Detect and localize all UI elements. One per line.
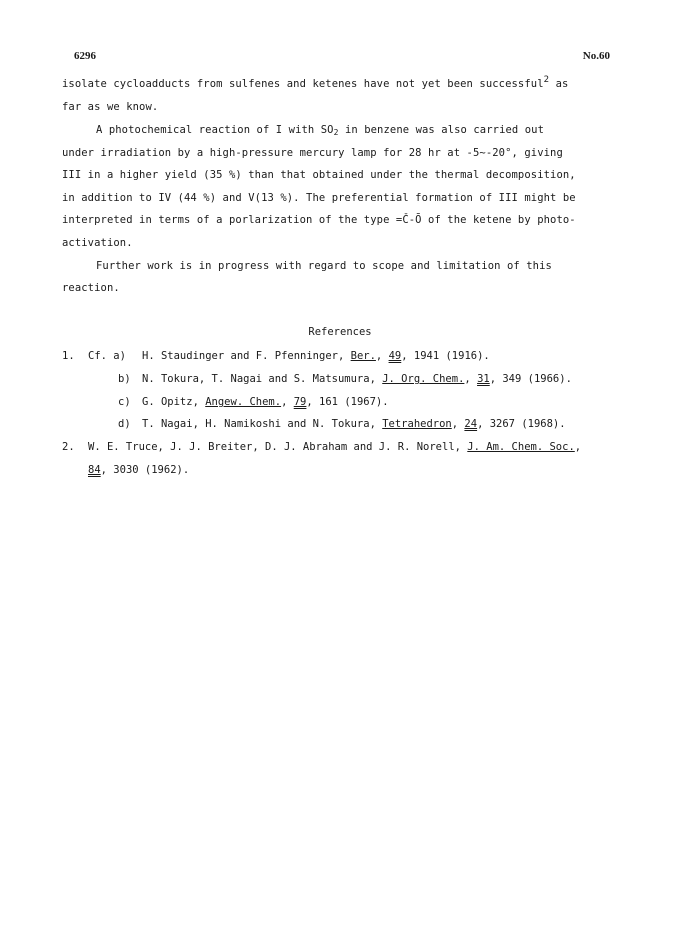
body-line-5: III in a higher yield (35 %) than that obtained under the thermal decomposition, <box>62 169 576 181</box>
ref-authors: T. Nagai, H. Namikoshi and N. Tokura, <box>142 418 383 430</box>
page-number: 6296 <box>74 50 96 62</box>
ref-volume: 49 <box>388 350 402 362</box>
reference-2 <box>88 441 581 453</box>
body-text: as <box>549 78 569 90</box>
reference-2-cont <box>88 464 189 476</box>
reference-1c <box>142 396 389 408</box>
reference-1d-label: d) <box>118 418 131 430</box>
ref-pages: , 3030 (1962). <box>100 464 190 476</box>
body-text: isolate cycloadducts from sulfenes and ketenes have not yet been successful <box>62 78 544 90</box>
ref-sep: , <box>281 396 294 408</box>
reference-1a-label: Cf. a) <box>88 350 126 362</box>
ref-volume: 84 <box>88 464 101 476</box>
body-line-3 <box>96 124 544 136</box>
body-text: in benzene was also carried out <box>338 124 545 136</box>
body-line-6: in addition to IV (44 %) and V(13 %). The preferential formation of III might be <box>62 192 576 204</box>
ref-volume: 24 <box>464 418 478 430</box>
body-line-4: under irradiation by a high-pressure mercury lamp for 28 hr at -5~-20°, giving <box>62 147 563 159</box>
ref-sep: , <box>574 441 582 453</box>
ref-sep: , <box>451 418 465 430</box>
ref-sep: , <box>464 373 478 385</box>
ref-authors: H. Staudinger and F. Pfenninger, <box>142 350 351 362</box>
ref-journal: J. Org. Chem. <box>382 373 465 385</box>
ref-sep: , <box>375 350 389 362</box>
body-line-1 <box>62 75 569 90</box>
reference-1b-label: b) <box>118 373 131 385</box>
body-line-7: interpreted in terms of a porlarization of the type =Č-Ō of the ketene by photo- <box>62 214 576 226</box>
reference-1-number: 1. <box>62 350 75 362</box>
body-line-10: reaction. <box>62 282 120 294</box>
ref-journal: Angew. Chem. <box>205 396 282 408</box>
body-line-2: far as we know. <box>62 101 159 113</box>
issue-number: No.60 <box>582 50 610 62</box>
subscript: 2 <box>333 128 339 137</box>
ref-authors: N. Tokura, T. Nagai and S. Matsumura, <box>142 373 383 385</box>
ref-volume: 31 <box>477 373 490 385</box>
references-heading: References <box>308 326 372 338</box>
ref-journal: Tetrahedron <box>382 418 452 430</box>
footnote-ref: 2 <box>543 75 550 85</box>
ref-journal: J. Am. Chem. Soc. <box>467 441 575 453</box>
reference-1d <box>142 418 566 430</box>
ref-pages: , 161 (1967). <box>306 396 389 408</box>
body-line-9: Further work is in progress with regard to scope and limitation of this <box>96 260 552 272</box>
ref-authors: G. Opitz, <box>142 396 206 408</box>
reference-1c-label: c) <box>118 396 131 408</box>
body-line-8: activation. <box>62 237 133 249</box>
ref-pages: , 3267 (1968). <box>477 418 566 430</box>
reference-1a <box>142 350 490 362</box>
ref-journal: Ber. <box>350 350 376 362</box>
body-text: A photochemical reaction of I with SO <box>96 124 334 136</box>
reference-1b <box>142 373 572 385</box>
ref-authors: W. E. Truce, J. J. Breiter, D. J. Abraham and J. R. Norell, <box>88 441 468 453</box>
ref-pages: , 349 (1966). <box>489 373 572 385</box>
ref-volume: 79 <box>293 396 307 408</box>
ref-pages: , 1941 (1916). <box>401 350 490 362</box>
reference-2-number: 2. <box>62 441 75 453</box>
